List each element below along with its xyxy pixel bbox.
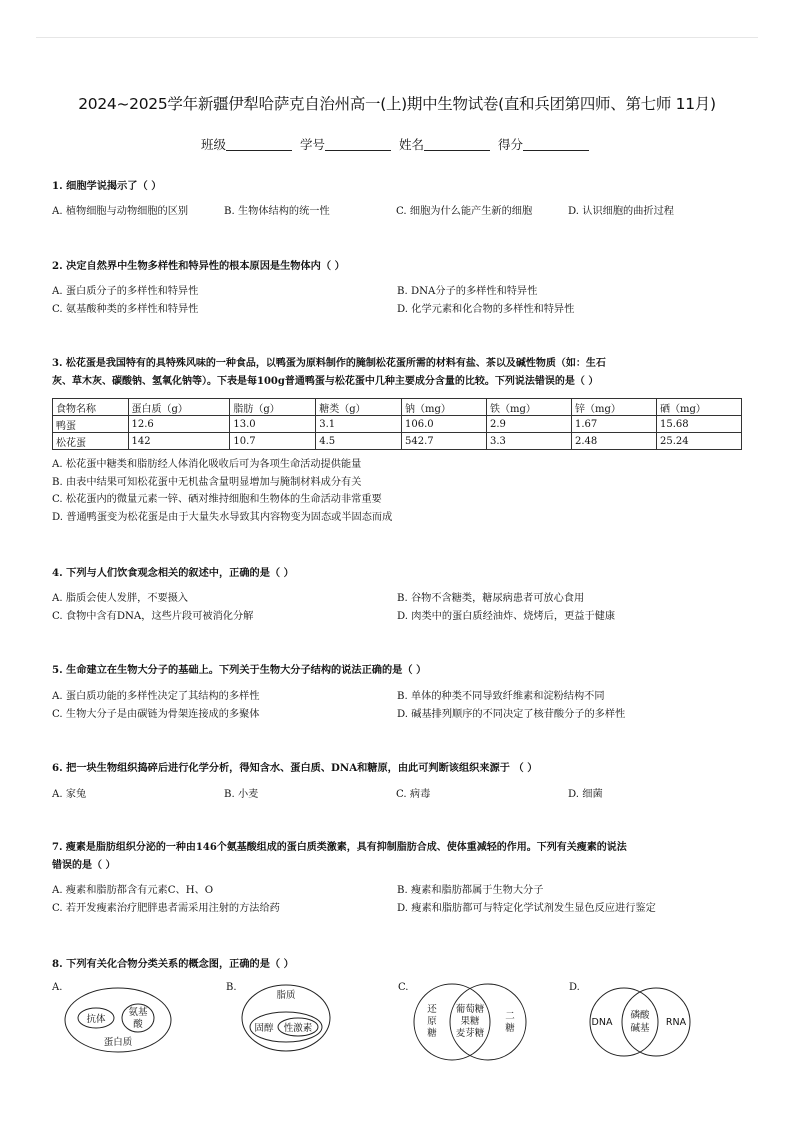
table-cell: 142	[128, 433, 230, 450]
question-8-option-a[interactable]: A.	[52, 982, 63, 993]
diagram-b-label-sex-hormone: 性激素	[283, 1023, 313, 1034]
diagram-c-right-label-2: 糖	[505, 1023, 515, 1034]
question-2-option-d[interactable]: D. 化学元素和化合物的多样性和特异性	[397, 303, 575, 315]
question-5-option-b[interactable]: B. 单体的种类不同导致纤维素和淀粉结构不同	[397, 691, 605, 702]
table-cell: 15.68	[656, 416, 741, 433]
student-number-label: 学号	[299, 137, 325, 152]
diagram-c-left-label-2: 原	[427, 1016, 437, 1027]
table-header-cell: 脂肪（g）	[230, 399, 316, 416]
question-1-option-a[interactable]: A. 植物细胞与动物细胞的区别	[52, 206, 189, 217]
table-cell: 25.24	[656, 433, 741, 450]
question-8-option-b[interactable]: B.	[226, 982, 237, 993]
table-header-cell: 食物名称	[53, 399, 129, 416]
question-4-option-b[interactable]: B. 谷物不含糖类，糖尿病患者可放心食用	[397, 593, 585, 604]
question-5-option-a[interactable]: A. 蛋白质功能的多样性决定了其结构的多样性	[52, 691, 260, 702]
nutrition-table	[52, 398, 742, 450]
question-3-option-a[interactable]: A. 松花蛋中糖类和脂肪经人体消化吸收后可为各项生命活动提供能量	[52, 459, 362, 470]
question-8-stem: 8. 下列有关化合物分类关系的概念图，正确的是（ ）	[52, 958, 294, 970]
question-6-options	[52, 786, 742, 804]
diagram-a-label-amino-1: 氨基	[128, 1007, 148, 1018]
diagram-d-label-phosphate: 磷酸	[630, 1010, 650, 1021]
table-cell: 松花蛋	[53, 433, 129, 450]
question-4-stem: 4. 下列与人们饮食观念相关的叙述中，正确的是（ ）	[52, 567, 294, 579]
question-7-option-c[interactable]: C. 若开发瘦素治疗肥胖患者需采用注射的方法给药	[52, 902, 280, 914]
student-info-line	[0, 135, 794, 153]
diagram-b	[240, 982, 332, 1054]
diagram-b-label-sterol: 固醇	[254, 1023, 274, 1034]
question-1-stem: 1. 细胞学说揭示了（ ）	[52, 180, 162, 192]
question-7-option-d[interactable]: D. 瘦素和脂肪都可与特定化学试剂发生显色反应进行鉴定	[397, 902, 656, 914]
question-4-options	[52, 590, 742, 625]
diagram-c	[412, 982, 528, 1064]
question-8-option-c[interactable]: C.	[398, 982, 409, 993]
question-3-option-c[interactable]: C. 松花蛋内的微量元素一锌、硒对维持细胞和生物体的生命活动非常重要	[52, 494, 382, 506]
question-2-options	[52, 283, 742, 318]
student-number-blank[interactable]	[325, 138, 391, 151]
name-blank[interactable]	[424, 138, 490, 151]
question-5-option-d[interactable]: D. 碱基排列顺序的不同决定了核苷酸分子的多样性	[397, 708, 626, 720]
question-3-stem-line-2: 灰、草木灰、碳酸钠、氢氧化钠等）。下表是每100g普通鸭蛋与松花蛋中几种主要成分含量的比较。下列说法错误的是（ ）	[52, 375, 599, 387]
diagram-a-label-antibody: 抗体	[86, 1014, 106, 1025]
diagram-a-label-protein: 蛋白质	[103, 1037, 133, 1048]
question-4-option-c[interactable]: C. 食物中含有DNA，这些片段可被消化分解	[52, 610, 254, 622]
diagram-d	[588, 982, 692, 1064]
question-3-stem-line-1: 3. 松花蛋是我国特有的具特殊风味的一种食品，以鸭蛋为原料制作的腌制松花蛋所需的材料有盐、茶以及碱性物质（如：生石	[52, 358, 606, 369]
name-label: 姓名	[398, 137, 424, 152]
question-1-options	[52, 203, 742, 221]
table-cell: 2.9	[487, 416, 572, 433]
question-2-option-c[interactable]: C. 氨基酸种类的多样性和特异性	[52, 303, 199, 315]
diagram-c-mid-label-1: 葡萄糖	[455, 1004, 485, 1015]
diagram-d-label-base: 碱基	[630, 1023, 650, 1034]
diagram-a-label-amino-2: 酸	[133, 1019, 143, 1030]
score-label: 得分	[497, 137, 523, 152]
table-row	[53, 416, 742, 433]
header-rule	[36, 37, 758, 38]
table-header-cell: 钠（mg）	[402, 399, 487, 416]
diagram-c-mid-label-2: 果糖	[460, 1016, 480, 1027]
question-5-option-c[interactable]: C. 生物大分子是由碳链为骨架连接成的多聚体	[52, 708, 260, 720]
question-4-option-d[interactable]: D. 肉类中的蛋白质经油炸、烧烤后，更益于健康	[397, 610, 616, 622]
question-5-stem: 5. 生命建立在生物大分子的基础上。下列关于生物大分子结构的说法正确的是（ ）	[52, 664, 427, 676]
question-3-options	[52, 456, 742, 526]
question-8-option-d[interactable]: D.	[569, 982, 580, 993]
table-cell: 12.6	[128, 416, 230, 433]
table-cell: 1.67	[571, 416, 656, 433]
table-cell: 10.7	[230, 433, 316, 450]
question-4-option-a[interactable]: A. 脂质会使人发胖，不要摄入	[52, 593, 189, 604]
question-3-stem	[52, 355, 742, 390]
class-label: 班级	[200, 137, 226, 152]
table-cell: 542.7	[402, 433, 487, 450]
diagram-c-left-label-1: 还	[427, 1004, 437, 1015]
question-3-option-d[interactable]: D. 普通鸭蛋变为松花蛋是由于大量失水导致其内容物变为固态或半固态而成	[52, 511, 393, 523]
question-6-stem: 6. 把一块生物组织捣碎后进行化学分析，得知含水、蛋白质、DNA和糖原，由此可判断该组织来源于 （ ）	[52, 762, 538, 774]
question-1-option-d[interactable]: D. 认识细胞的曲折过程	[568, 206, 674, 217]
page-title: 2024~2025学年新疆伊犁哈萨克自治州高一(上)期中生物试卷(直和兵团第四师、第七师 11月)	[78, 95, 716, 113]
question-6-option-d[interactable]: D. 细菌	[568, 789, 603, 800]
question-7-options	[52, 882, 742, 917]
diagram-c-mid-label-3: 麦芽糖	[455, 1028, 485, 1039]
diagram-d-label-rna: RNA	[665, 1017, 687, 1028]
question-1-option-c[interactable]: C. 细胞为什么能产生新的细胞	[396, 206, 533, 217]
table-header-cell: 锌（mg）	[571, 399, 656, 416]
question-6-option-b[interactable]: B. 小麦	[224, 789, 259, 800]
question-2-stem: 2. 决定自然界中生物多样性和特异性的根本原因是生物体内（ ）	[52, 260, 345, 272]
question-2-option-b[interactable]: B. DNA分子的多样性和特异性	[397, 286, 538, 297]
table-row	[53, 433, 742, 450]
class-blank[interactable]	[226, 138, 292, 151]
diagram-c-left-label-3: 糖	[427, 1028, 437, 1039]
table-header-row	[53, 399, 742, 416]
question-7-stem-line-1: 7. 瘦素是脂肪组织分泌的一种由146个氨基酸组成的蛋白质类激素，具有抑制脂肪合成、使体重减轻的作用。下列有关瘦素的说法	[52, 842, 627, 853]
table-header-cell: 硒（mg）	[656, 399, 741, 416]
diagram-c-right-label-1: 二	[505, 1011, 515, 1022]
question-7-stem	[52, 839, 742, 874]
question-3-option-b[interactable]: B. 由表中结果可知松花蛋中无机盐含量明显增加与腌制材料成分有关	[52, 476, 362, 488]
table-header-cell: 蛋白质（g）	[128, 399, 230, 416]
table-cell: 3.3	[487, 433, 572, 450]
diagram-d-label-dna: DNA	[591, 1017, 613, 1028]
question-7-stem-line-2: 错误的是（ ）	[52, 859, 116, 871]
table-cell: 鸭蛋	[53, 416, 129, 433]
question-5-options	[52, 688, 742, 723]
question-7-option-b[interactable]: B. 瘦素和脂肪都属于生物大分子	[397, 885, 544, 896]
diagram-a	[62, 982, 174, 1054]
score-blank[interactable]	[523, 138, 589, 151]
table-cell: 13.0	[230, 416, 316, 433]
table-header-cell: 铁（mg）	[487, 399, 572, 416]
table-cell: 106.0	[402, 416, 487, 433]
question-6-option-a[interactable]: A. 家兔	[52, 789, 87, 800]
table-cell: 4.5	[316, 433, 402, 450]
question-2-option-a[interactable]: A. 蛋白质分子的多样性和特异性	[52, 286, 199, 297]
table-cell: 3.1	[316, 416, 402, 433]
question-7-option-a[interactable]: A. 瘦素和脂肪都含有元素C、H、O	[52, 885, 214, 896]
question-1-option-b[interactable]: B. 生物体结构的统一性	[224, 206, 330, 217]
table-header-cell: 糖类（g）	[316, 399, 402, 416]
diagram-b-label-lipid: 脂质	[276, 990, 296, 1001]
question-6-option-c[interactable]: C. 病毒	[396, 789, 431, 800]
table-cell: 2.48	[571, 433, 656, 450]
